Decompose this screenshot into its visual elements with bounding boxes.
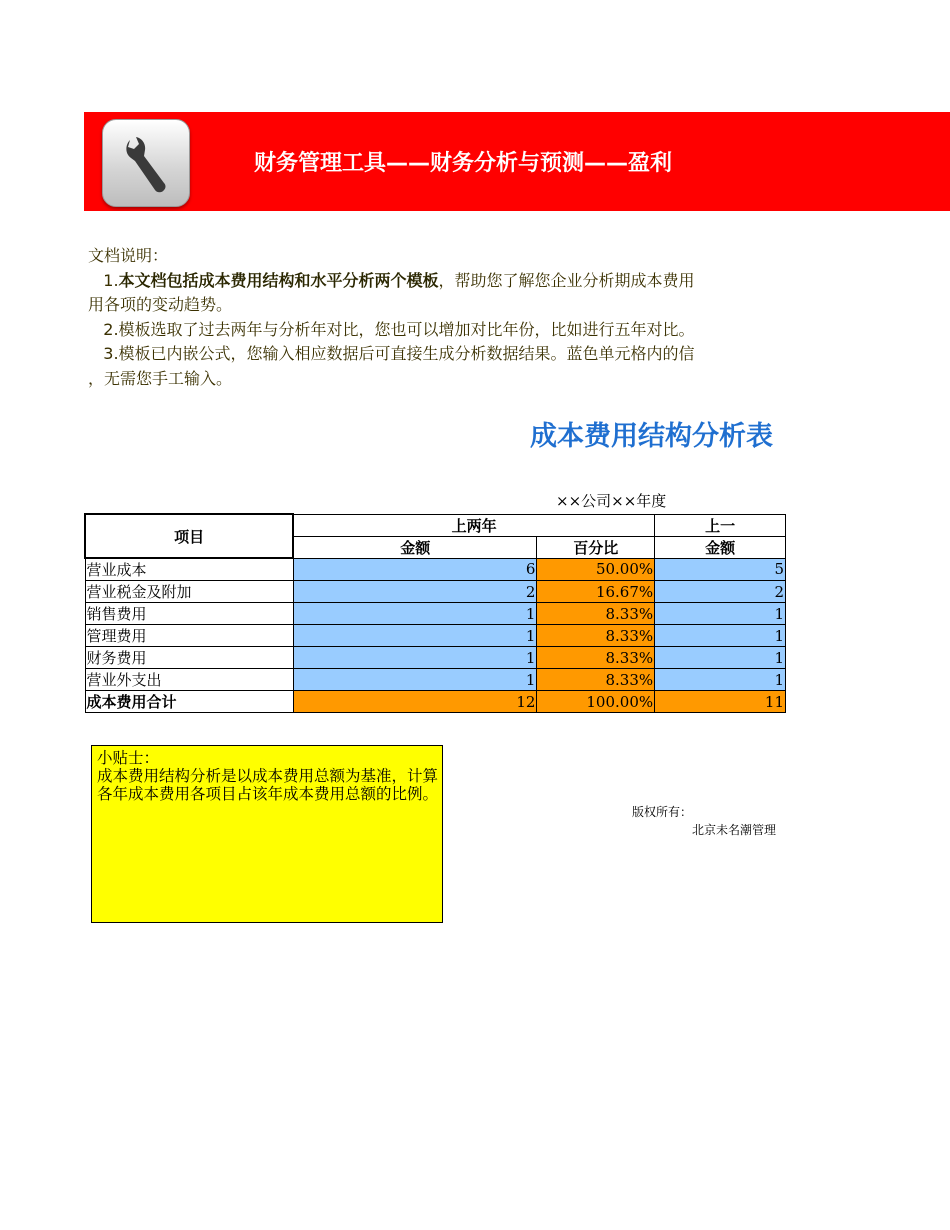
row-percent: 8.33% bbox=[537, 603, 655, 625]
doc-line-1 bbox=[88, 269, 786, 294]
row-item: 管理费用 bbox=[85, 625, 293, 647]
total-row bbox=[85, 691, 786, 713]
table-row bbox=[85, 558, 786, 581]
row-amount-2[interactable]: 1 bbox=[655, 669, 786, 691]
copyright-owner: 北京未名潮管理 bbox=[692, 823, 777, 837]
row-amount-2[interactable]: 2 bbox=[655, 581, 786, 603]
doc-line-1-rest: ，帮助您了解您企业分析期成本费用 bbox=[438, 270, 695, 290]
total-amount: 12 bbox=[293, 691, 537, 713]
row-item: 营业成本 bbox=[85, 558, 293, 581]
row-percent: 8.33% bbox=[537, 625, 655, 647]
row-item: 销售费用 bbox=[85, 603, 293, 625]
header-banner-content bbox=[84, 112, 786, 211]
total-percent: 100.00% bbox=[537, 691, 655, 713]
header-two-years-ago: 上两年 bbox=[293, 514, 655, 536]
header-amount-2: 金额 bbox=[655, 536, 786, 558]
tip-box bbox=[91, 745, 443, 923]
row-amount[interactable]: 1 bbox=[293, 669, 537, 691]
row-amount-2[interactable]: 5 bbox=[655, 558, 786, 581]
copyright-label: 版权所有： bbox=[632, 805, 693, 819]
header-amount: 金额 bbox=[293, 536, 537, 558]
row-amount[interactable]: 1 bbox=[293, 603, 537, 625]
row-amount[interactable]: 6 bbox=[293, 558, 537, 581]
cost-structure-table-wrapper bbox=[84, 513, 786, 713]
doc-line-2-text: 2.模板选取了过去两年与分析年对比，您也可以增加对比年份，比如进行五年对比。 bbox=[103, 319, 695, 339]
row-percent: 8.33% bbox=[537, 647, 655, 669]
tip-title: 小贴士： bbox=[97, 749, 160, 767]
row-item: 营业税金及附加 bbox=[85, 581, 293, 603]
table-row bbox=[85, 669, 786, 691]
wrench-icon bbox=[102, 119, 190, 207]
row-percent: 8.33% bbox=[537, 669, 655, 691]
doc-line-1-cont: 用各项的变动趋势。 bbox=[88, 295, 233, 314]
row-item: 财务费用 bbox=[85, 647, 293, 669]
tip-body: 成本费用结构分析是以成本费用总额为基准，计算各年成本费用各项目占该年成本费用总额的比例。 bbox=[97, 767, 439, 803]
table-row bbox=[85, 603, 786, 625]
table-title-area bbox=[84, 414, 786, 460]
doc-line-2 bbox=[88, 318, 786, 343]
row-amount[interactable]: 2 bbox=[293, 581, 537, 603]
row-item: 营业外支出 bbox=[85, 669, 293, 691]
row-amount-2[interactable]: 1 bbox=[655, 603, 786, 625]
row-amount-2[interactable]: 1 bbox=[655, 647, 786, 669]
row-percent: 16.67% bbox=[537, 581, 655, 603]
table-row bbox=[85, 581, 786, 603]
table-row bbox=[85, 625, 786, 647]
table-title: 成本费用结构分析表 bbox=[530, 421, 773, 452]
copyright-block bbox=[632, 803, 786, 843]
table-row bbox=[85, 647, 786, 669]
doc-line-3-cont: ，无需您手工输入。 bbox=[88, 368, 233, 388]
cost-structure-table bbox=[84, 513, 786, 713]
doc-line-1-bold: 本文档包括成本费用结构和水平分析两个模板 bbox=[118, 270, 439, 290]
header-last-year: 上一 bbox=[655, 514, 786, 536]
row-amount-2[interactable]: 1 bbox=[655, 625, 786, 647]
document-description bbox=[88, 244, 786, 394]
row-percent: 50.00% bbox=[537, 558, 655, 581]
header-percent: 百分比 bbox=[537, 536, 655, 558]
doc-line-3 bbox=[88, 342, 786, 367]
doc-line-3-text: 3.模板已内嵌公式，您输入相应数据后可直接生成分析数据结果。蓝色单元格内的信 bbox=[103, 344, 695, 363]
banner-title: 财务管理工具——财务分析与预测——盈利 bbox=[254, 151, 673, 176]
row-amount[interactable]: 1 bbox=[293, 647, 537, 669]
row-amount[interactable]: 1 bbox=[293, 625, 537, 647]
total-amount-2: 11 bbox=[655, 691, 786, 713]
company-year-label: ××公司××年度 bbox=[556, 492, 667, 510]
total-item: 成本费用合计 bbox=[85, 691, 293, 713]
header-item: 项目 bbox=[85, 514, 293, 558]
doc-line-1-prefix: 1. bbox=[103, 270, 119, 290]
doc-heading: 文档说明： bbox=[88, 246, 169, 265]
